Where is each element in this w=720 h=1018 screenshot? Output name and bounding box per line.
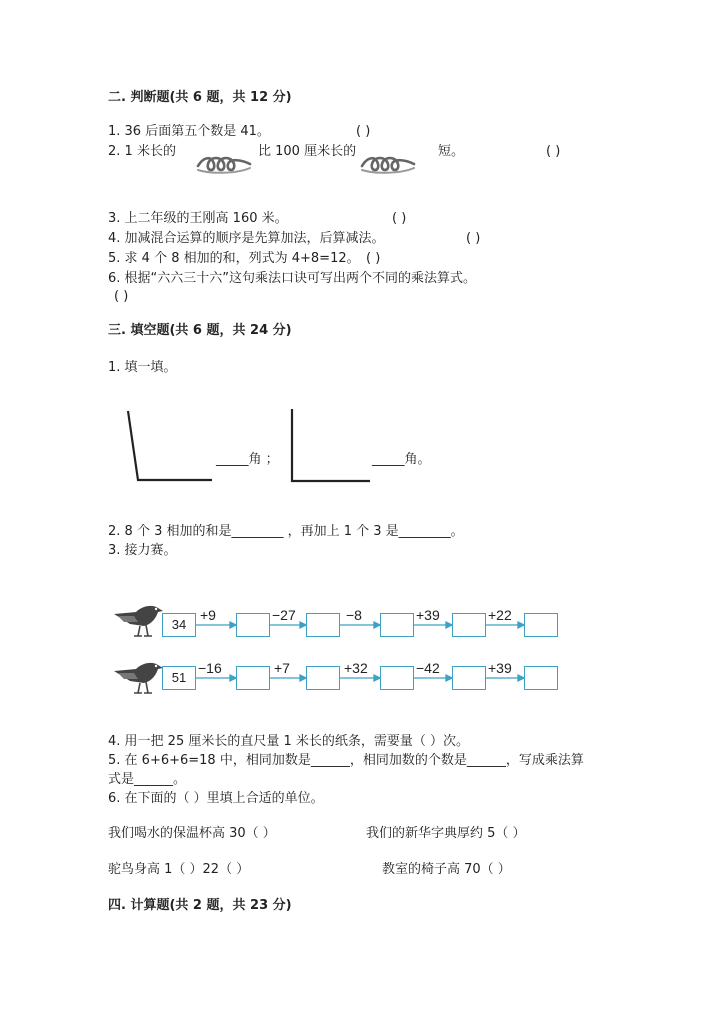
answer-paren[interactable]: ( ) [466,231,481,246]
relay-op: +39 [416,607,440,623]
relay-op: +32 [344,660,368,676]
judge-question-1: 1. 36 后面第五个数是 41。 [108,124,270,139]
judge-question-2-part-a: 2. 1 米长的 [108,144,176,159]
relay-answer-box[interactable] [380,666,414,690]
judge-question-3: 3. 上二年级的王刚高 160 米。 [108,211,288,226]
angle-1-label: _____角 ； [216,452,279,467]
relay-answer-box[interactable] [306,666,340,690]
judge-question-2-part-c: 短。 [438,144,465,159]
relay-answer-box[interactable] [236,666,270,690]
judge-question-5: 5. 求 4 个 8 相加的和，列式为 4+8=12。 [108,251,360,266]
section-4-title: 四. 计算题(共 2 题，共 23 分) [108,898,292,913]
fill-question-1: 1. 填一填。 [108,360,177,375]
answer-paren[interactable]: ( ) [356,124,371,139]
relay-answer-box[interactable] [452,666,486,690]
section-2-title: 二. 判断题(共 6 题，共 12 分) [108,90,292,105]
relay-op: −27 [272,607,296,623]
answer-paren[interactable]: ( ) [366,251,381,266]
section-3-title: 三. 填空题(共 6 题，共 24 分) [108,323,292,338]
fill-question-6: 6. 在下面的（ ）里填上合适的单位。 [108,791,324,806]
answer-paren[interactable]: ( ) [546,144,561,159]
relay-start-box: 51 [162,666,196,690]
unit-item: 驼鸟身高 1（ ）22（ ） [108,862,250,877]
unit-item: 我们喝水的保温杯高 30（ ） [108,826,276,841]
relay-op: +7 [274,660,290,676]
judge-question-4: 4. 加减混合运算的顺序是先算加法，后算减法。 [108,231,385,246]
answer-paren[interactable]: ( ) [392,211,407,226]
relay-op: −42 [416,660,440,676]
relay-answer-box[interactable] [524,666,558,690]
fill-question-4: 4. 用一把 25 厘米长的直尺量 1 米长的纸条，需要量（ ）次。 [108,734,470,749]
answer-paren[interactable]: ( ) [114,289,129,304]
relay-op: +22 [488,607,512,623]
relay-op: −8 [346,607,362,623]
relay-start-box: 34 [162,613,196,637]
relay-op: +9 [200,607,216,623]
angle-2-label: _____角。 [372,452,431,467]
relay-op: −16 [198,660,222,676]
fill-question-2: 2. 8 个 3 相加的和是________ ，再加上 1 个 3 是________。 [108,524,464,539]
judge-question-2-part-b: 比 100 厘米长的 [258,144,357,159]
fill-question-5-line-2: 式是______。 [108,772,187,787]
fill-question-5-line-1: 5. 在 6+6+6=18 中，相同加数是______，相同加数的个数是______，写成乘法算 [108,753,584,768]
unit-item: 教室的椅子高 70（ ） [382,862,511,877]
fill-question-3: 3. 接力赛。 [108,543,177,558]
judge-question-6: 6. 根据“六六三十六”这句乘法口诀可写出两个不同的乘法算式。 [108,271,477,286]
unit-item: 我们的新华字典厚约 5（ ） [366,826,526,841]
relay-op: +39 [488,660,512,676]
